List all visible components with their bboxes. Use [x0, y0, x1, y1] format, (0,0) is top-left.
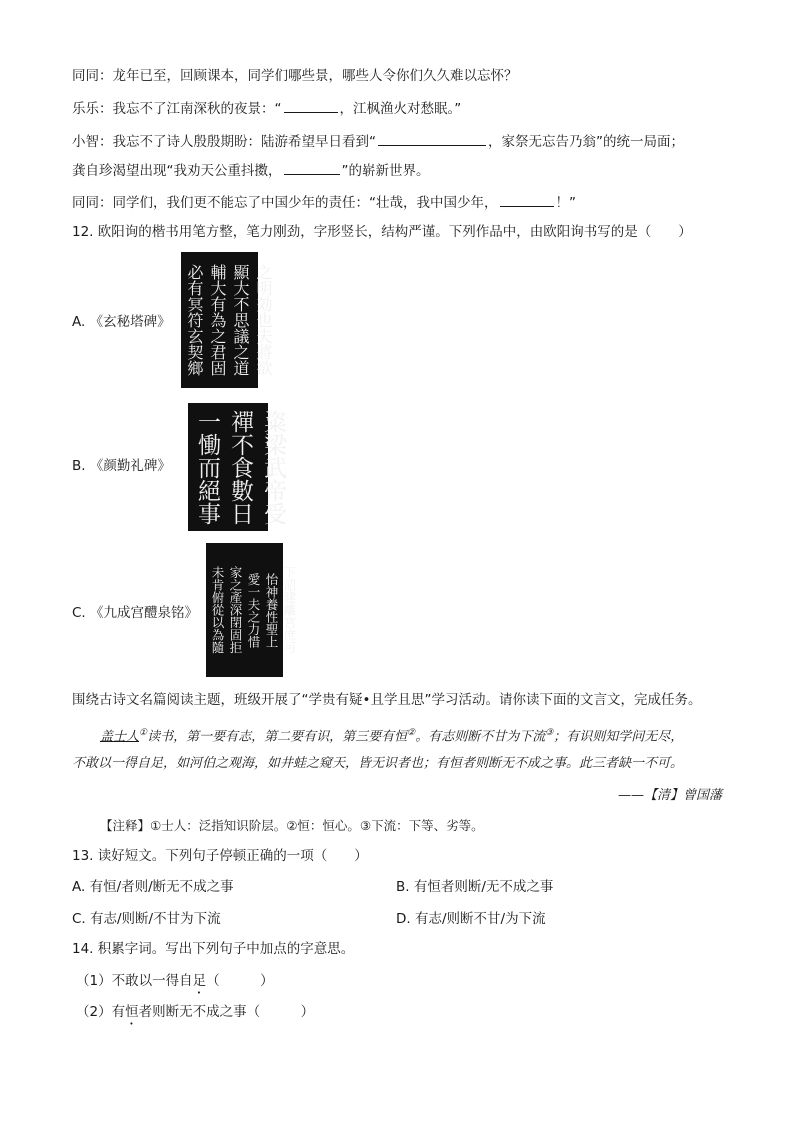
dialogue-line-5: [72, 192, 576, 213]
rubbing-column: 下詔建離宮庶可: [282, 566, 297, 654]
option-b[interactable]: B. 有恒者则断/无不成之事: [396, 879, 554, 895]
passage-line-1: [100, 723, 683, 747]
dialogue-text: ”的崭新世界。: [341, 163, 430, 179]
note-text: 【注释】①士人：泛指知识阶层。②恒：恒心。③下流：下等、劣等。: [100, 818, 484, 833]
answer-blank[interactable]: [500, 192, 554, 207]
note-marker: ③: [545, 728, 554, 738]
question-12-stem: [72, 222, 692, 242]
calligraphy-rubbing-c: [206, 543, 297, 677]
dialogue-text: ，家祭无忘告乃翁”的统一局面；: [488, 134, 684, 150]
note-marker: ①: [139, 728, 148, 738]
question-14-stem: [72, 939, 354, 959]
dialogue-line-1: [72, 66, 518, 86]
rubbing-column: 粢梁武帝受: [260, 409, 286, 525]
rubbing-column: 愛一夫之力惜: [246, 572, 261, 648]
passage-text: ；有识则知学问无尽，: [553, 729, 684, 745]
calligraphy-rubbing-b: [188, 403, 286, 531]
option-a[interactable]: A. 有恒/者则/断无不成之事: [72, 879, 234, 895]
question-text: 13. 读好短文。下列句子停顿正确的一项（ ）: [72, 848, 368, 864]
question-14-item-2: [76, 1002, 314, 1028]
option-b-label[interactable]: B. 《颜勤礼碑》: [72, 458, 171, 474]
rubbing-column: 未肯俯從以為隨: [210, 566, 225, 654]
passage-text: 。有志则断不甘为下流: [415, 729, 546, 745]
rubbing-column: 禪不食數日: [227, 409, 253, 525]
answer-parentheses[interactable]: 者则断无不成之事（ ）: [138, 1004, 315, 1020]
passage-text: 不敢以一得自足，如河伯之观海，如井蛙之窥天，皆无识者也；有恒者则断无不成之事。此三者缺一不可。: [72, 756, 684, 771]
dialogue-text: 乐乐：我忘不了江南深秋的夜景：“: [72, 101, 282, 117]
passage-text: 盖士人: [100, 729, 140, 745]
calligraphy-rubbing-a: [181, 252, 273, 388]
option-a-label[interactable]: A. 《玄秘塔碑》: [72, 314, 171, 330]
passage-notes: [100, 816, 484, 836]
rubbing-column: 必有冥符玄契鄉: [185, 264, 204, 376]
passage-line-2: [72, 754, 683, 774]
item-text: （1）不敢以一得自: [76, 973, 193, 989]
option-d[interactable]: D. 有志/则断不甘/为下流: [396, 911, 546, 927]
rubbing-column: 一慟而絕事: [194, 409, 220, 525]
answer-blank[interactable]: [284, 98, 338, 113]
item-text: （2）有: [76, 1004, 126, 1020]
dialogue-line-2: [72, 98, 461, 119]
note-marker: ②: [407, 728, 416, 738]
rubbing-column: 輔大有為之君固: [208, 264, 227, 376]
passage-text: 读书，第一要有志，第二要有识，第三要有恒: [147, 729, 408, 745]
question-text: 14. 积累字词。写出下列句子中加点的字意思。: [72, 941, 355, 957]
answer-blank[interactable]: [378, 131, 486, 146]
intro-text: 围绕古诗文名篇阅读主题，班级开展了“学贵有疑•且学且思”学习活动。请你读下面的文言文，完成任务。: [72, 692, 702, 708]
rubbing-column: 家之產深閉固拒: [228, 566, 243, 654]
option-c[interactable]: C. 有志/则断/不甘为下流: [72, 911, 221, 927]
dialogue-text: 小智：我忘不了诗人殷殷期盼：陆游希望早日看到“: [72, 134, 376, 150]
dialogue-line-4: [72, 160, 430, 181]
question-text: 12. 欧阳询的楷书用笔方整，笔力刚劲，字形竖长，结构严谨。下列作品中，由欧阳询书写的是（ ）: [72, 224, 692, 240]
answer-parentheses[interactable]: （ ）: [206, 973, 274, 989]
rubbing-column: 怡神養性聖上: [264, 572, 279, 648]
dialogue-text: ！”: [555, 195, 576, 211]
rubbing-column: 之明効也夫將欲: [254, 264, 273, 376]
question-14-item-1: [76, 971, 274, 997]
reading-intro: [72, 690, 701, 710]
dialogue-text: 同同：同学们，我们更不能忘了中国少年的责任：“壮哉，我中国少年，: [72, 195, 498, 211]
question-13-stem: [72, 846, 368, 866]
dialogue-text: 龚自珍渴望出现“我劝天公重抖擞，: [72, 163, 282, 179]
dialogue-text: 同同：龙年已至，回顾课本，同学们哪些景，哪些人令你们久久难以忘怀？: [72, 68, 518, 84]
dotted-character: 足: [192, 973, 207, 989]
option-c-label[interactable]: C. 《九成宫醴泉铭》: [72, 605, 199, 621]
dialogue-text: ，江枫渔火对愁眠。”: [339, 101, 462, 117]
passage-source: ——【清】曾国藩: [617, 788, 722, 803]
answer-blank[interactable]: [284, 160, 340, 175]
dotted-character: 恒: [125, 1004, 139, 1020]
rubbing-column: 顯大不思議之道: [231, 264, 250, 376]
dialogue-line-3: [72, 131, 684, 152]
